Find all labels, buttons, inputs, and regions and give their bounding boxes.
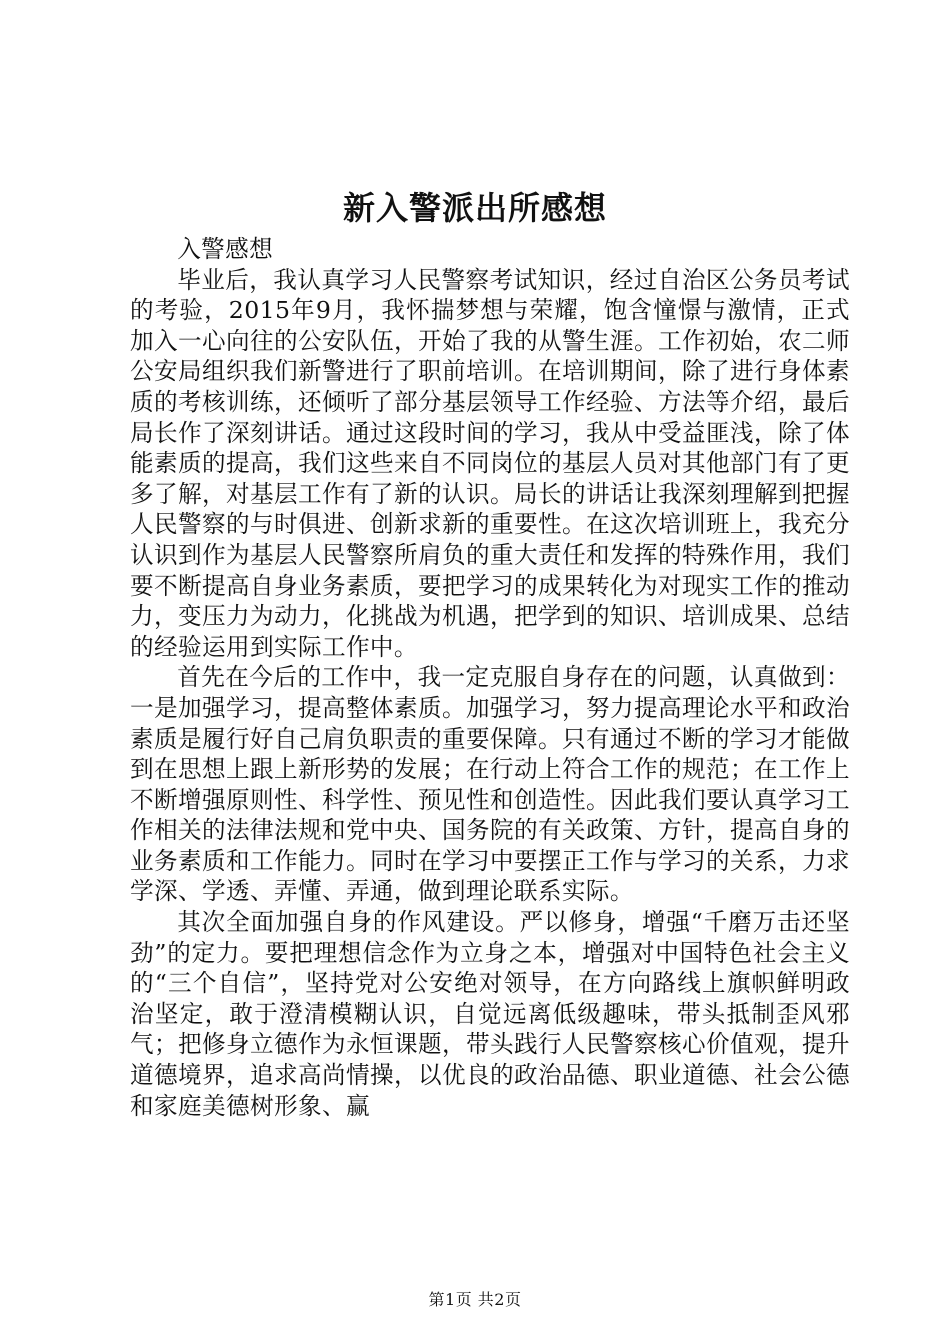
paragraph: 毕业后，我认真学习人民警察考试知识，经过自治区公务员考试的考验，2015年9月，我怀揣梦想与荣耀，饱含憧憬与激情，正式加入一心向往的公安队伍，开始了我的从警生涯。工作初始，农二师公安局组织我们新警进行了职前培训。在培训期间，除了进行身体素质的考核训练，还倾听了部分基层领导工作经验、方法等介绍，最后局长作了深刻讲话。通过这段时间的学习，我从中受益匪浅，除了体能素质的提高，我们这些来自不同岗位的基层人员对其他部门有了更多了解，对基层工作有了新的认识。局长的讲话让我深刻理解到把握人民警察的与时俱进、创新求新的重要性。在这次培训班上，我充分认识到作为基层人民警察所肩负的重大责任和发挥的特殊作用，我们要不断提高自身业务素质，要把学习的成果转化为对现实工作的推动力，变压力为动力，化挑战为机遇，把学到的知识、培训成果、总结的经验运用到实际工作中。	[130, 265, 850, 661]
document-body	[130, 234, 850, 1121]
paragraph: 首先在今后的工作中，我一定克服自身存在的问题，认真做到：一是加强学习，提高整体素质。加强学习，努力提高理论水平和政治素质是履行好自己肩负职责的重要保障。只有通过不断的学习才能做到在思想上跟上新形势的发展；在行动上符合工作的规范；在工作上不断增强原则性、科学性、预见性和创造性。因此我们要认真学习工作相关的法律法规和党中央、国务院的有关政策、方针，提高自身的业务素质和工作能力。同时在学习中要摆正工作与学习的关系，力求学深、学透、弄懂、弄通，做到理论联系实际。	[130, 663, 850, 906]
document-title: 新入警派出所感想	[342, 189, 607, 227]
paragraph: 其次全面加强自身的作风建设。严以修身，增强“千磨万击还坚劲”的定力。要把理想信念作为立身之本，增强对中国特色社会主义的“三个自信”，坚持党对公安绝对领导，在方向路线上旗帜鲜明政治坚定，敢于澄清模糊认识，自觉远离低级趣味，带头抵制歪风邪气；把修身立德作为永恒课题，带头践行人民警察核心价值观，提升道德境界，追求高尚情操，以优良的政治品德、职业道德、社会公德和家庭美德树形象、赢	[130, 908, 850, 1120]
section-heading: 入警感想	[177, 235, 274, 263]
page-footer: 第1页 共2页	[428, 1290, 522, 1309]
